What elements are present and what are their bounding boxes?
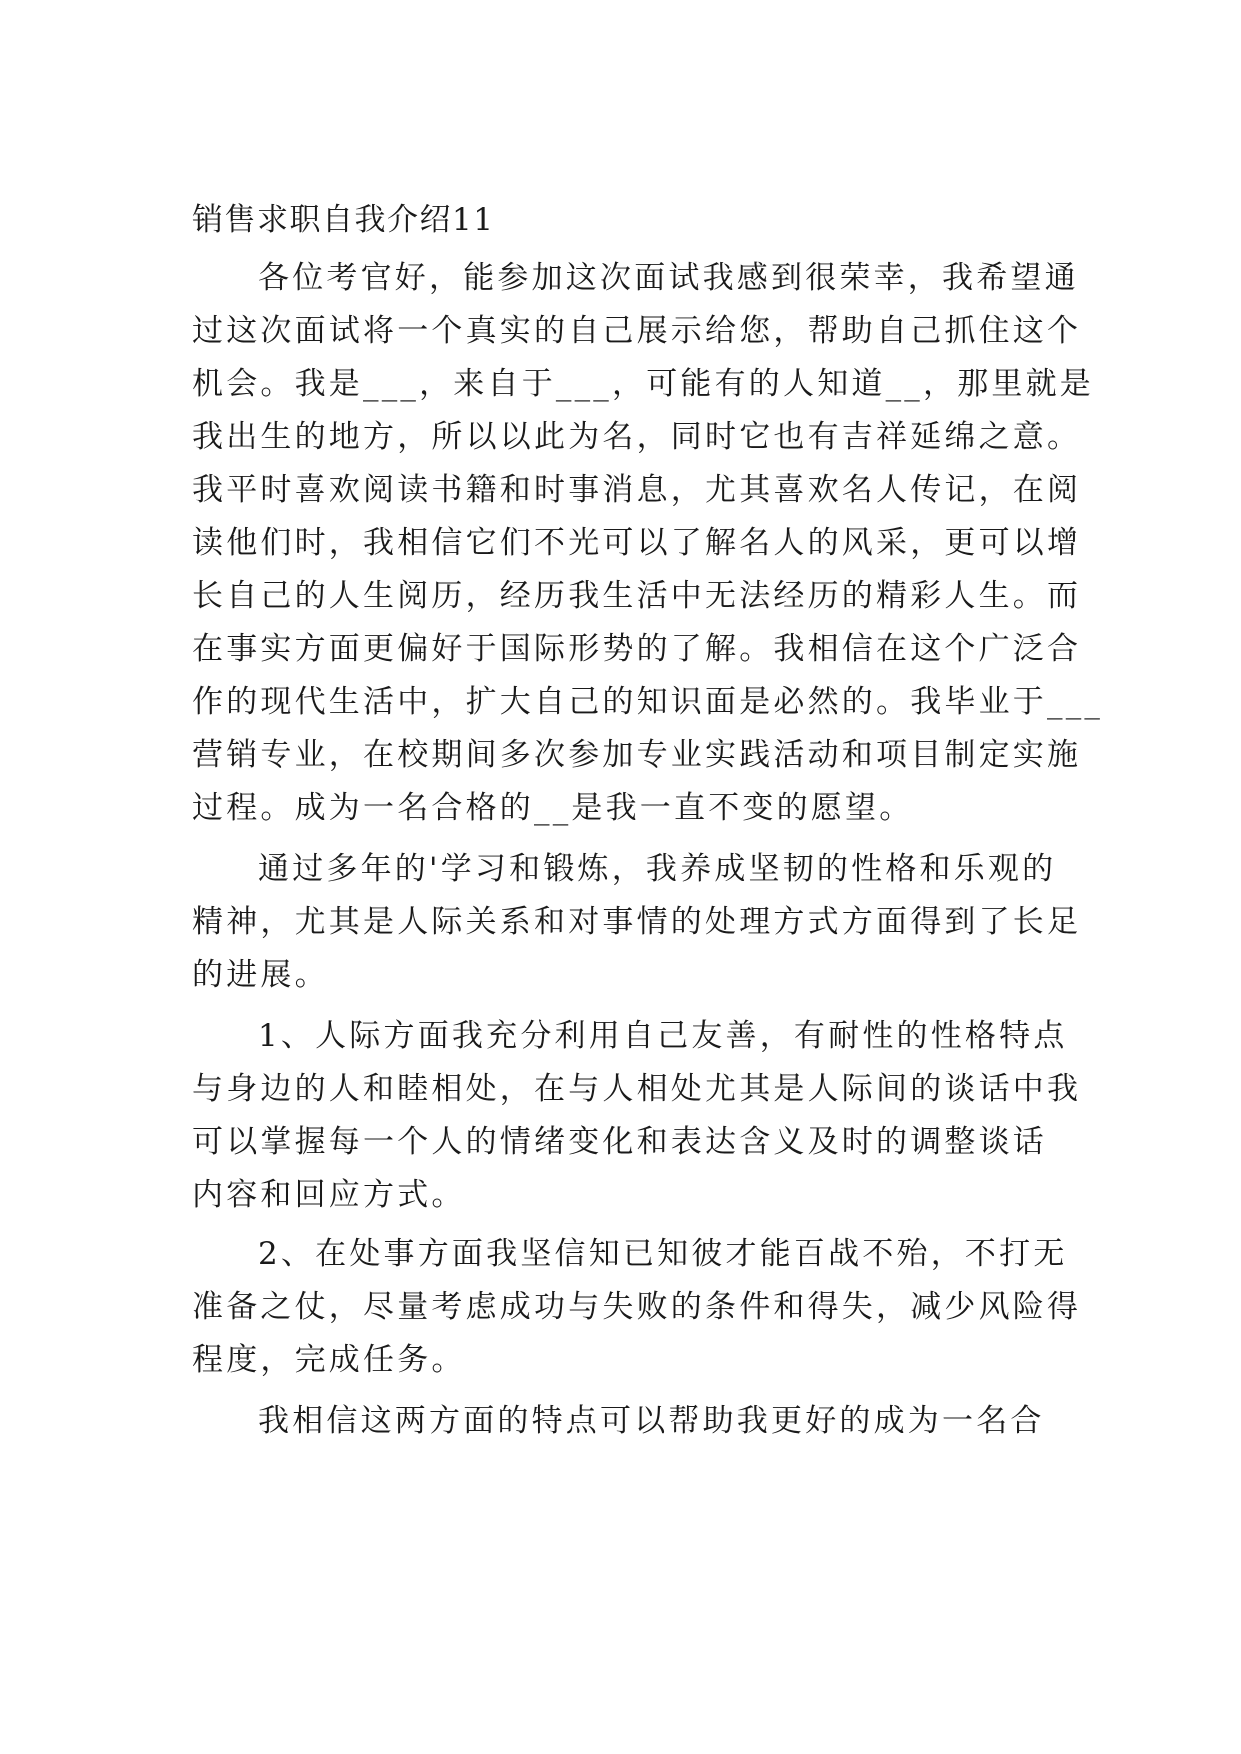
paragraph-line: 读他们时，我相信它们不光可以了解名人的风采，更可以增	[192, 525, 1082, 561]
paragraph-line: 营销专业，在校期间多次参加专业实践活动和项目制定实施	[192, 737, 1082, 773]
paragraph-line: 通过多年的'学习和锻炼，我养成坚韧的性格和乐观的	[258, 851, 1057, 887]
paragraph-line: 在事实方面更偏好于国际形势的了解。我相信在这个广泛合	[192, 631, 1082, 667]
paragraph-line: 长自己的人生阅历，经历我生活中无法经历的精彩人生。而	[192, 578, 1082, 614]
list-item-line: 内容和回应方式。	[192, 1177, 466, 1213]
list-item-line: 可以掌握每一个人的情绪变化和表达含义及时的调整谈话	[192, 1124, 1047, 1160]
list-item-line: 准备之仗，尽量考虑成功与失败的条件和得失，减少风险得	[192, 1289, 1082, 1325]
paragraph-line: 作的现代生活中，扩大自己的知识面是必然的。我毕业于___	[192, 684, 1104, 720]
paragraph-line: 的进展。	[192, 957, 329, 993]
list-item-line: 与身边的人和睦相处，在与人相处尤其是人际间的谈话中我	[192, 1071, 1082, 1107]
document-title: 销售求职自我介绍11	[192, 202, 495, 238]
list-item-line: 2、在处事方面我坚信知已知彼才能百战不殆，不打无	[258, 1236, 1068, 1272]
paragraph-line: 过程。成为一名合格的__是我一直不变的愿望。	[192, 790, 914, 826]
list-item-line: 程度，完成任务。	[192, 1342, 466, 1378]
paragraph-line: 机会。我是___，来自于___，可能有的人知道__，那里就是	[192, 366, 1094, 402]
paragraph-line: 各位考官好，能参加这次面试我感到很荣幸，我希望通	[258, 260, 1079, 296]
paragraph-line: 过这次面试将一个真实的自己展示给您，帮助自己抓住这个	[192, 313, 1082, 349]
paragraph-line: 我相信这两方面的特点可以帮助我更好的成为一名合	[258, 1403, 1045, 1439]
list-item-line: 1、人际方面我充分利用自己友善，有耐性的性格特点	[258, 1018, 1068, 1054]
paragraph-line: 精神，尤其是人际关系和对事情的处理方式方面得到了长足	[192, 904, 1082, 940]
paragraph-line: 我平时喜欢阅读书籍和时事消息，尤其喜欢名人传记，在阅	[192, 472, 1082, 508]
paragraph-line: 我出生的地方，所以以此为名，同时它也有吉祥延绵之意。	[192, 419, 1082, 455]
